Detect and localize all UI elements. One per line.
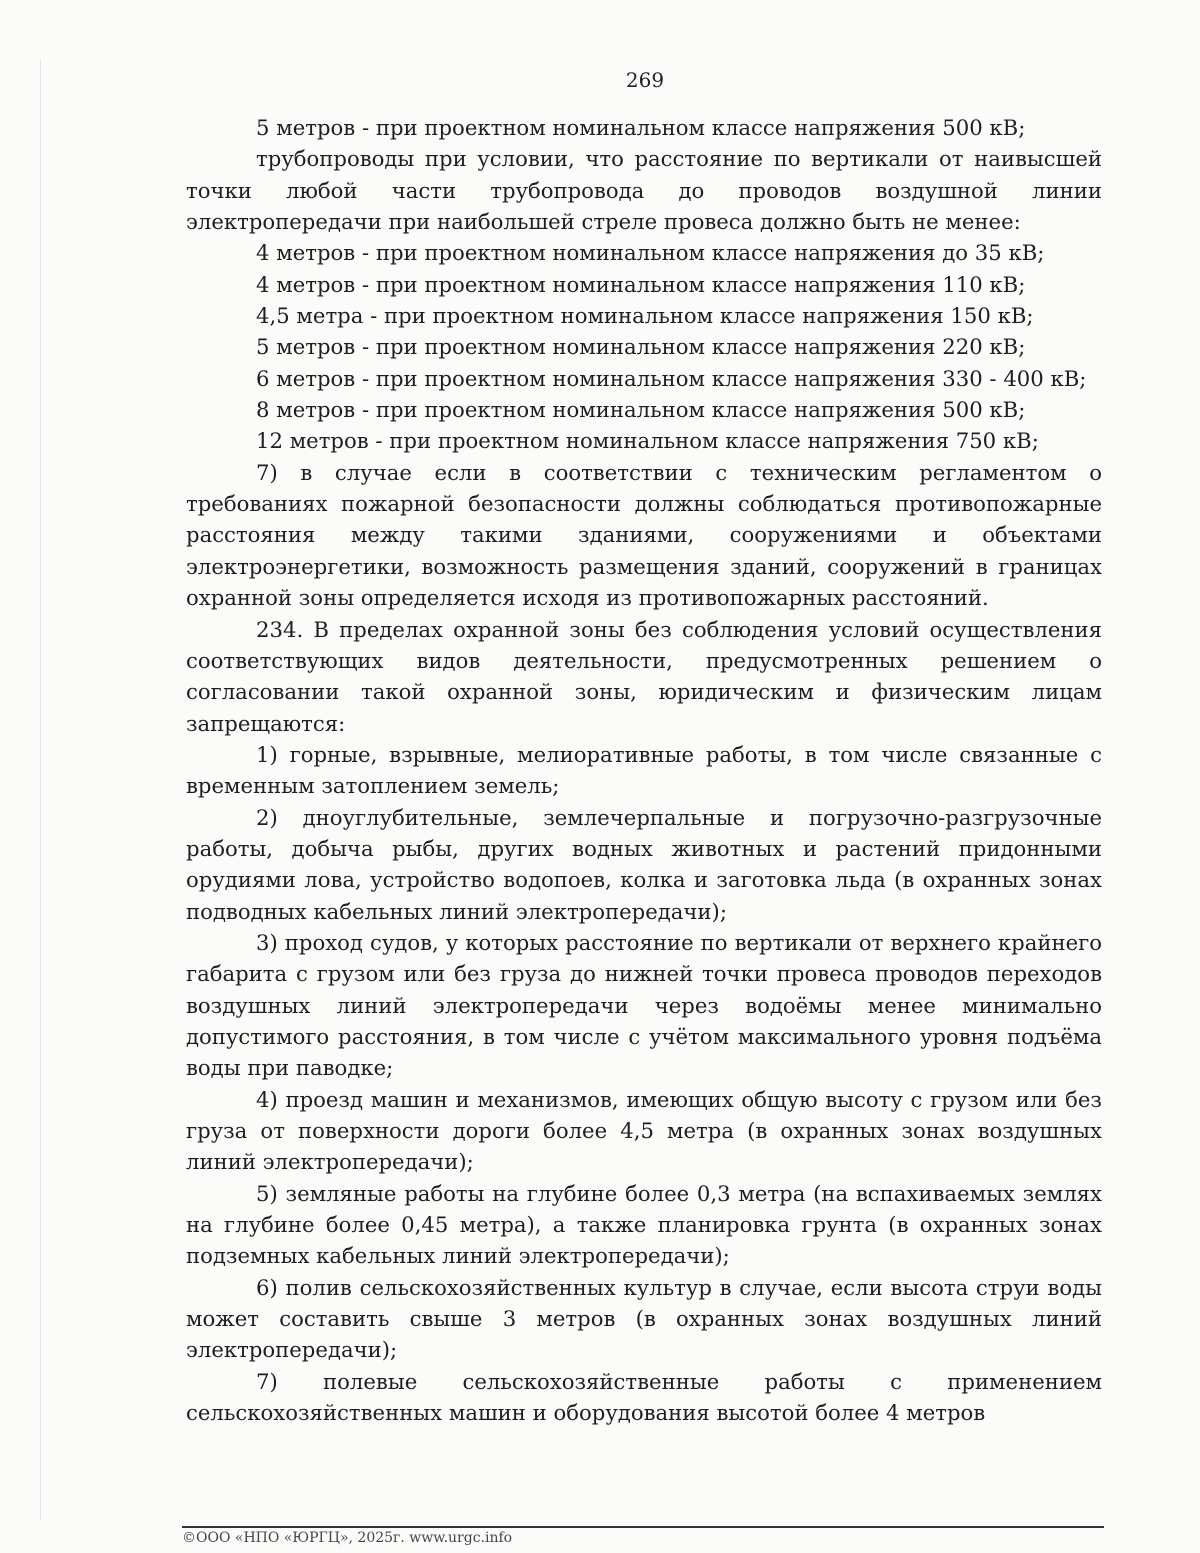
paragraph: 2) дноуглубительные, землечерпальные и погрузочно-разгрузочные работы, добыча рыбы, других водных животных и растений придонными орудиями лова, устройство водопоев, колка и заготовка льда (в охранных зонах подводных кабельных линий электропередачи);: [186, 804, 1102, 924]
paragraph: 6) полив сельскохозяйственных культур в случае, если высота струи воды может составить свыше 3 метров (в охранных зонах воздушных линий электропередачи);: [186, 1274, 1102, 1363]
paragraph: 5) земляные работы на глубине более 0,3 метра (на вспахиваемых землях на глубине более 0,45 метра), а также планировка грунта (в охранных зонах подземных кабельных линий электропередачи);: [186, 1180, 1102, 1269]
paragraph: 4) проезд машин и механизмов, имеющих общую высоту с грузом или без груза от поверхности дороги более 4,5 метра (в охранных зонах воздушных линий электропередачи);: [186, 1086, 1102, 1175]
footer-copyright: ©ООО «НПО «ЮРГЦ», 2025г. www.urgc.info: [182, 1530, 513, 1546]
paragraph: 234. В пределах охранной зоны без соблюдения условий осуществления соответствующих видов деятельности, предусмотренных решением о согласовании такой охранной зоны, юридическим и физическим лицам запрещаются:: [186, 616, 1102, 736]
page-number: 269: [625, 68, 665, 92]
paragraph: 7) полевые сельскохозяйственные работы с применением сельскохозяйственных машин и оборудования высотой более 4 метров: [186, 1368, 1102, 1426]
scan-edge-line: [40, 60, 41, 1520]
paragraph: 4 метров - при проектном номинальном классе напряжения 110 кВ;: [256, 271, 1026, 297]
paragraph: 12 метров - при проектном номинальном классе напряжения 750 кВ;: [256, 428, 1039, 454]
paragraph: 5 метров - при проектном номинальном классе напряжения 500 кВ;: [256, 115, 1026, 140]
document-body: [186, 112, 1102, 1428]
paragraph: 1) горные, взрывные, мелиоративные работы, в том числе связанные с временным затоплением земель;: [186, 741, 1102, 799]
paragraph: 8 метров - при проектном номинальном классе напряжения 500 кВ;: [256, 397, 1026, 423]
paragraph: 3) проход судов, у которых расстояние по вертикали от верхнего крайнего габарита с грузом или без груза до нижней точки провеса проводов переходов воздушных линий электропередачи через водоёмы менее минимально допустимого расстояния, в том числе с учётом максимального уровня подъёма воды при паводке;: [186, 929, 1102, 1081]
paragraph: 4,5 метра - при проектном номинальном классе напряжения 150 кВ;: [256, 303, 1034, 329]
paragraph: 7) в случае если в соответствии с техническим регламентом о требованиях пожарной безопасности должны соблюдаться противопожарные расстояния между такими зданиями, сооружениями и объектами электроэнергетики, возможность размещения зданий, сооружений в границах охранной зоны определяется исходя из противопожарных расстояний.: [186, 459, 1102, 611]
paragraph: 4 метров - при проектном номинальном классе напряжения до 35 кВ;: [256, 240, 1045, 266]
paragraph: трубопроводы при условии, что расстояние по вертикали от наивысшей точки любой части трубопровода до проводов воздушной линии электропередачи при наибольшей стреле провеса должно быть не менее:: [186, 146, 1102, 235]
paragraph: 6 метров - при проектном номинальном классе напряжения 330 - 400 кВ;: [256, 365, 1087, 391]
footer-divider: [182, 1526, 1104, 1528]
paragraph: 5 метров - при проектном номинальном классе напряжения 220 кВ;: [256, 334, 1026, 360]
